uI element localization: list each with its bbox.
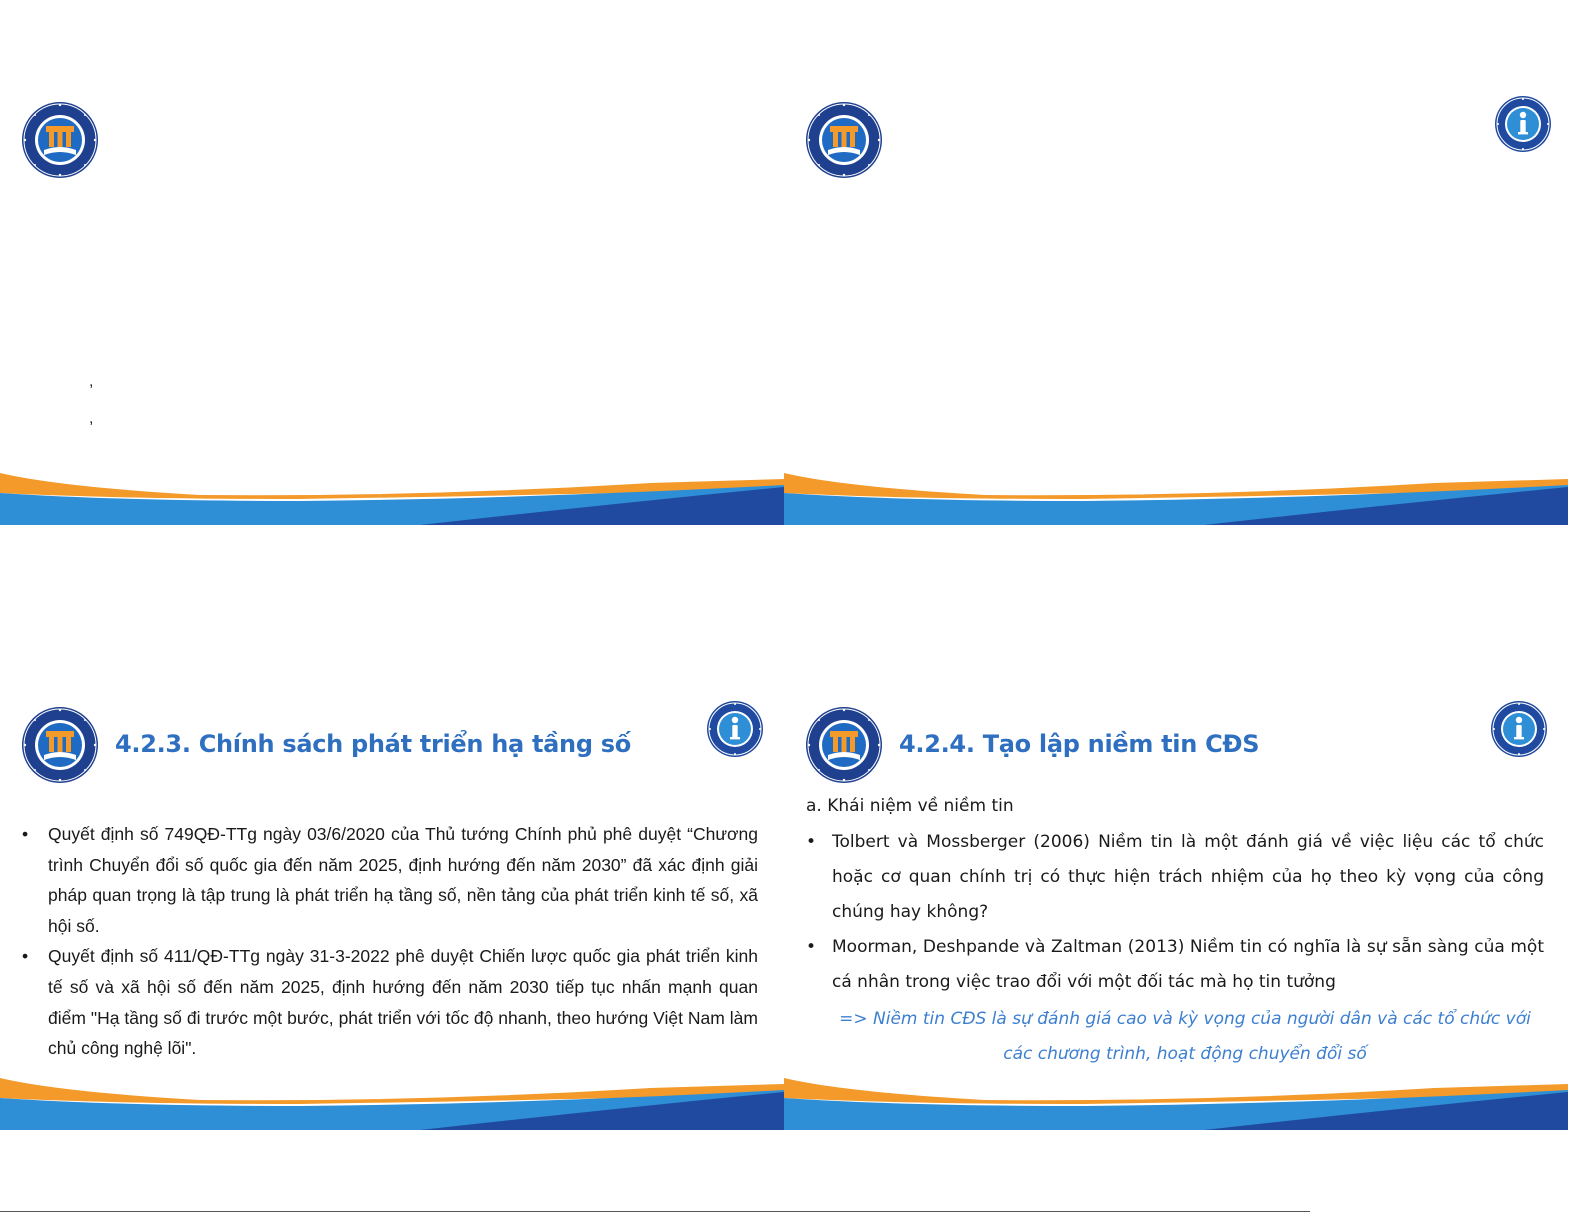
footer-wave-decoration xyxy=(784,465,1568,525)
university-logo-icon xyxy=(804,705,884,785)
bullet-item: • Quyết định số 749QĐ-TTg ngày 03/6/2020 của Thủ tướng Chính phủ phê duyệt “Chương trình Chuyển đổi số quốc gia đến năm 2025, định hướng đến năm 2030” đã xác định giải pháp quan trọng là tập trung là phát triển hạ tầng số, nền tảng của phát triển kinh tế số, xã hội số. xyxy=(22,819,758,941)
slide-4-body xyxy=(806,791,1544,1072)
footer-wave-decoration xyxy=(784,1070,1568,1130)
university-logo-icon xyxy=(20,705,100,785)
footer-wave-decoration xyxy=(0,465,784,525)
bullet-item: • Moorman, Deshpande và Zaltman (2013) Niềm tin có nghĩa là sự sẵn sàng của một cá nhân trong việc trao đổi với một đối tác mà họ tin tưởng xyxy=(806,930,1544,1000)
faculty-logo-icon xyxy=(1494,95,1552,153)
university-logo-icon xyxy=(20,100,100,180)
slide-4 xyxy=(784,700,1568,1130)
subheading: a. Khái niệm về niềm tin xyxy=(806,796,1014,816)
text-fragment: , xyxy=(89,410,94,427)
footer-wave-decoration xyxy=(0,1070,784,1130)
slide-2 xyxy=(784,95,1568,525)
slide-3 xyxy=(0,700,784,1130)
bullet-list xyxy=(22,819,758,1064)
slide-4-title: 4.2.4. Tạo lập niềm tin CĐS xyxy=(899,730,1260,758)
text-fragment: , xyxy=(89,373,94,390)
slide-1 xyxy=(0,95,784,525)
page-footer-line xyxy=(0,1211,1310,1212)
bullet-item: • Tolbert và Mossberger (2006) Niềm tin là một đánh giá về việc liệu các tổ chức hoặc cơ quan chính trị có thực hiện trách nhiệm của họ theo kỳ vọng của công chúng hay không? xyxy=(806,825,1544,930)
bullet-item: • Quyết định số 411/QĐ-TTg ngày 31-3-2022 phê duyệt Chiến lược quốc gia phát triển kinh tế số và xã hội số đến năm 2025, định hướng đến năm 2030 tiếp tục nhấn mạnh quan điểm "Hạ tầng số đi trước một bước, phát triển với tốc độ nhanh, theo hướng Việt Nam làm chủ công nghệ lõi". xyxy=(22,941,758,1063)
university-logo-icon xyxy=(804,100,884,180)
faculty-logo-icon xyxy=(706,700,764,758)
faculty-logo-icon xyxy=(1490,700,1548,758)
slide-3-title: 4.2.3. Chính sách phát triển hạ tầng số xyxy=(115,730,631,758)
bullet-list xyxy=(806,825,1544,1000)
conclusion-text: => Niềm tin CĐS là sự đánh giá cao và kỳ vọng của người dân và các tổ chức với các chương trình, hoạt động chuyển đổi số xyxy=(839,1009,1531,1064)
